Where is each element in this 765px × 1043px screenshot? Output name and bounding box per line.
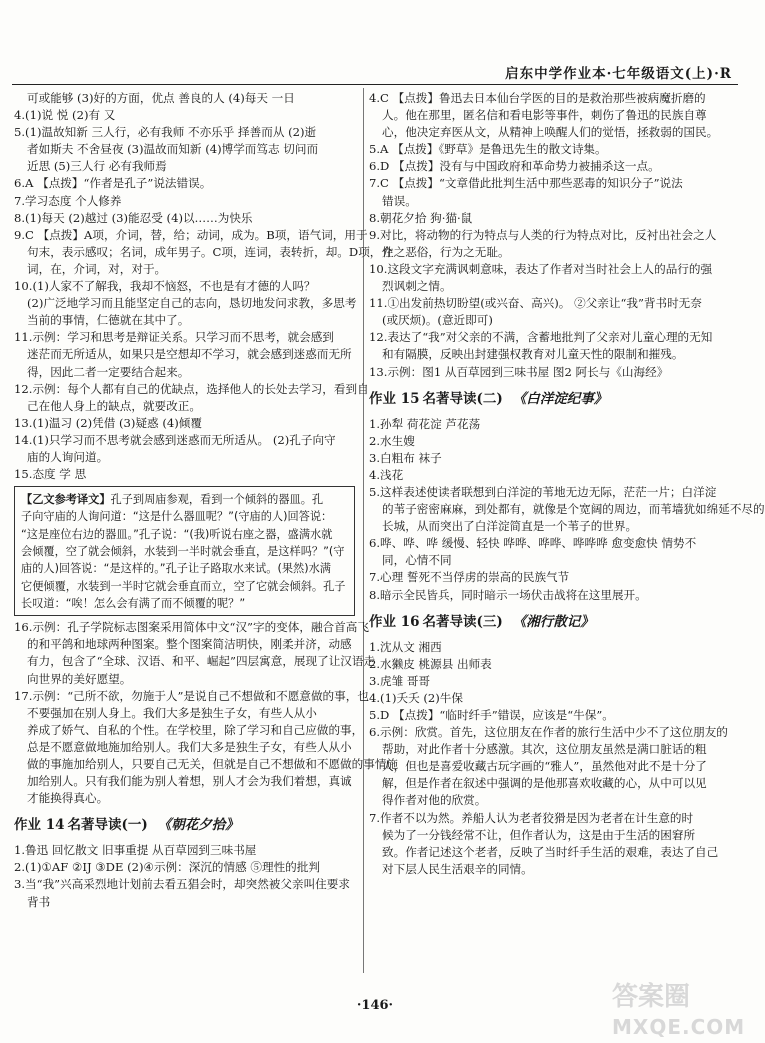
answer-line: 6.示例：欣赏。首先，这位朋友在作者的旅行生活中少不了这位朋友的 bbox=[369, 725, 728, 740]
answer-line: 2.水生嫂 bbox=[369, 433, 415, 448]
answer-line: 解，但是作者在叙述中强调的是他那喜欢收藏的心，从中可以见 bbox=[382, 776, 707, 791]
answer-line: 致。作者记述这个老者，反映了当时纤手生活的艰难，表达了自己 bbox=[382, 844, 719, 859]
section-label: 作业 15 bbox=[369, 390, 420, 407]
section-kind: 名著导读(二) bbox=[422, 390, 503, 407]
answer-line: 句末，表示感叹；名词，成年男子。C项，连词，表转折，却。D项，介 bbox=[27, 244, 393, 259]
answer-line: 养成了娇气、自私的个性。在学校里，除了学习和自己应做的事， bbox=[27, 722, 364, 737]
answer-line: 当前的事情，仁德就在其中了。 bbox=[27, 313, 190, 328]
section-heading-16 bbox=[369, 611, 719, 633]
watermark-text: 答案圈 bbox=[612, 982, 691, 1012]
answer-line: (或厌烦)。(意近即可) bbox=[382, 313, 493, 328]
answer-line: 7.学习态度 个人修养 bbox=[14, 193, 122, 208]
answer-line: 长城，从而突出了白洋淀简直是一个苇子的世界。 bbox=[382, 519, 638, 534]
answer-line: 烈讽刺之情。 bbox=[382, 279, 452, 294]
answer-line: 总是不愿意做地施加给别人。我们大多是独生子女，有些人从小 bbox=[27, 739, 352, 754]
answer-line: 迷茫而无所适从，如果只是空想却不学习，就会感到迷惑而无所 bbox=[27, 347, 352, 362]
answer-line: 近思 (5)三人行 必有我师焉 bbox=[27, 159, 167, 174]
page-number: ·146· bbox=[356, 998, 394, 1013]
answer-line: 9.C 【点拨】A项，介词，替，给；动词，成为。B项，语气词，用于 bbox=[14, 227, 368, 242]
answer-block bbox=[369, 639, 728, 878]
answer-line: 词，在，介词，对，对于。 bbox=[27, 261, 167, 276]
answer-line: 人，但也是喜爱收藏古玩字画的“雅人”，虽然他对此不是十分了 bbox=[382, 759, 707, 774]
answer-line: 对下层人民生活艰辛的同情。 bbox=[382, 861, 533, 876]
answer-line: 1.沈从文 湘西 bbox=[369, 639, 442, 654]
answer-line: 6.D 【点拨】没有与中国政府和革命势力被捕杀这一点。 bbox=[369, 159, 660, 174]
answer-line: 3.白粗布 袜子 bbox=[369, 450, 442, 465]
answer-line: 5.A 【点拨】《野草》是鲁迅先生的散文诗集。 bbox=[369, 142, 607, 157]
column-divider bbox=[363, 88, 364, 973]
answer-line: 得作者对他的欣赏。 bbox=[382, 793, 487, 808]
translation-box-title: 【乙文参考译文】 bbox=[21, 493, 111, 507]
answer-line: 2.(1)①AF ②IJ ③DE (2)④示例：深沉的情感 ⑤理性的批判 bbox=[14, 860, 320, 875]
translation-line: “这是座位右边的器皿。”孔子说：“(我)听说右座之器，盛满水就 bbox=[21, 527, 333, 541]
answer-line: 背书 bbox=[27, 894, 51, 909]
answer-line: 5.(1)温故知新 三人行，必有我师 不亦乐乎 择善而从 (2)逝 bbox=[14, 125, 317, 140]
answer-line: 16.示例：孔子学院标志图案采用简体中文“汉”字的变体，融合首高飞 bbox=[14, 620, 369, 635]
answer-line: 者如斯夫 不舍昼夜 (3)温故而知新 (4)博学而笃志 切问而 bbox=[27, 142, 319, 157]
section-heading-14 bbox=[14, 814, 355, 836]
answer-line: 得，因此二者一定要结合起来。 bbox=[27, 364, 190, 379]
answer-line: 加给别人。只有我们能为别人着想，别人才会为我们着想，真诚 bbox=[27, 774, 352, 789]
answer-line: 11.①出发前热切盼望(或兴奋、高兴)。 ②父亲让“我”背书时无奈 bbox=[369, 296, 702, 311]
answer-line: 和有隔膜，反映出封建强权教育对儿童天性的限制和摧残。 bbox=[382, 347, 684, 362]
answer-block bbox=[14, 842, 355, 910]
answer-line: 17.示例：“己所不欲，勿施于人”是说自己不想做和不愿意做的事，也 bbox=[14, 688, 369, 703]
answer-line: 4.C 【点拨】鲁迅去日本仙台学医的目的是救治那些被病魔折磨的 bbox=[369, 91, 706, 105]
answer-line: 庙的人询问道。 bbox=[27, 449, 109, 464]
section-heading-15 bbox=[369, 388, 719, 410]
answer-line: 性之恶俗，行为之无耻。 bbox=[382, 244, 510, 259]
answer-line: 人。他在那里，匿名信和看电影等事件，刺伤了鲁迅的民族自尊 bbox=[382, 108, 707, 123]
answer-block bbox=[14, 619, 399, 807]
answer-block bbox=[369, 416, 765, 604]
right-column bbox=[369, 90, 765, 878]
translation-text bbox=[21, 493, 348, 612]
answer-line: 有力，包含了“全球、汉语、和平、崛起”四层寓意，展现了让汉语走 bbox=[27, 654, 376, 669]
section-label: 作业 14 bbox=[14, 817, 65, 834]
answer-line: 错误。 bbox=[382, 193, 417, 208]
answer-line: 6.哗、哗、哗 缓慢、轻快 哗哗、哗哗、哗哗哗 愈变愈快 情势不 bbox=[369, 536, 697, 551]
answer-line: 13.(1)温习 (2)凭借 (3)疑惑 (4)倾覆 bbox=[14, 415, 202, 430]
answer-line: 7.作者不以为然。养船人认为老者狡猾是因为老者在计生意的时 bbox=[369, 810, 694, 825]
answer-block bbox=[369, 90, 719, 381]
header-rule bbox=[12, 84, 738, 85]
answer-line: 7.心理 誓死不当俘虏的崇高的民族气节 bbox=[369, 570, 570, 585]
translation-line: 子向守庙的人询问道：“这是什么器皿呢？”(守庙的人)回答说： bbox=[21, 510, 333, 524]
section-kind: 名著导读(一) bbox=[67, 817, 148, 834]
answer-line: 11.示例：学习和思考是辩证关系。只学习而不思考，就会感到 bbox=[14, 330, 334, 345]
answer-line: 12.示例：每个人都有自己的优缺点，选择他人的长处去学习，看到自 bbox=[14, 381, 369, 396]
answer-line: 2.水獭皮 桃源县 出师表 bbox=[369, 656, 492, 671]
answer-line: 心，他决定弃医从文，从精神上唤醒人们的觉悟，拯救弱的国民。 bbox=[382, 125, 719, 140]
answer-line: 的和平鸽和地球两种图案。整个图案简洁明快，刚柔并济，动感 bbox=[27, 637, 352, 652]
header-title: 启东中学作业本·七年级语文(上)·R bbox=[505, 66, 732, 82]
answer-line: 5.D 【点拨】“临时纤手”错误，应该是“牛保”。 bbox=[369, 708, 614, 722]
answer-line: 同，心情不同 bbox=[382, 553, 452, 568]
answer-line: 5.这样表述使读者联想到白洋淀的苇地无边无际，茫茫一片；白洋淀 bbox=[369, 484, 717, 499]
answer-line: 13.示例：图1 从百草园到三味书屋 图2 阿长与《山海经》 bbox=[369, 364, 669, 379]
answer-line: 4.浅花 bbox=[369, 467, 404, 482]
answer-line: 6.A 【点拨】“作者是孔子”说法错误。 bbox=[14, 176, 212, 191]
translation-line: 长叹道：“唉！怎么会有满了而不倾覆的呢？” bbox=[21, 596, 246, 610]
answer-line: 1.鲁迅 回忆散文 旧事重提 从百草园到三味书屋 bbox=[14, 843, 257, 858]
translation-line: 会倾覆，空了就会倾斜，水装到一半时就会垂直，是这样吗？”(守 bbox=[21, 545, 345, 559]
answer-line: 3.当“我”兴高采烈地计划前去看五猖会时，却突然被父亲叫住要求 bbox=[14, 877, 350, 892]
translation-line: 孔子到周庙参观，看到一个倾斜的器皿。孔 bbox=[110, 493, 324, 507]
watermark-url: MXQE.COM bbox=[612, 1015, 746, 1039]
answer-line: 8.朝花夕拾 狗·猫·鼠 bbox=[369, 210, 473, 225]
answer-line: 可或能够 (3)好的方面，优点 善良的人 (4)每天 一日 bbox=[27, 91, 295, 105]
answer-line: 1.孙犁 荷花淀 芦花荡 bbox=[369, 416, 481, 431]
watermark-logo bbox=[612, 982, 745, 1042]
answer-line: (2)广泛地学习而且能坚定自己的志向，恳切地发问求教，多思考 bbox=[27, 296, 357, 311]
answer-line: 8.暗示全民皆兵，同时暗示一场伏击战将在这里展开。 bbox=[369, 587, 647, 602]
answer-line: 帮助，对此作者十分感激。其次，这位朋友虽然是满口脏话的粗 bbox=[382, 742, 707, 757]
answer-line: 才能换得真心。 bbox=[27, 791, 109, 806]
answer-line: 7.C 【点拨】“文章借此批判生活中那些恶毒的知识分子”说法 bbox=[369, 176, 683, 191]
answer-line: 10.这段文字充满讽刺意味，表达了作者对当时社会上人的品行的强 bbox=[369, 261, 713, 276]
section-kind: 名著导读(三) bbox=[422, 613, 503, 630]
answer-line: 4.(1)说 悦 (2)有 又 bbox=[14, 108, 116, 123]
answer-line: 9.对比，将动物的行为特点与人类的行为特点对比，反衬出社会之人 bbox=[369, 227, 717, 242]
answer-line: 3.虎雏 哥哥 bbox=[369, 673, 431, 688]
answer-line: 14.(1)只学习而不思考就会感到迷惑而无所适从。 (2)孔子向守 bbox=[14, 432, 336, 447]
answer-line: 10.(1)人家不了解我，我却不恼怒，不也是有才德的人吗？ bbox=[14, 279, 316, 294]
answer-line: 做的事施加给别人，只要自己无关，但就是自己不想做和不愿做的事情施 bbox=[27, 756, 399, 771]
section-label: 作业 16 bbox=[369, 613, 420, 630]
answer-line: 不要强加在别人身上。我们大多是独生子女，有些人从小 bbox=[27, 705, 317, 720]
answer-line: 向世界的美好愿望。 bbox=[27, 671, 132, 686]
answer-line: 候为了一分钱经常不让，但作者认为，这是由于生活的困窘所 bbox=[382, 827, 696, 842]
translation-box bbox=[14, 486, 355, 616]
answer-line: 12.表达了“我”对父亲的不满，含蓄地批判了父亲对儿童心理的无知 bbox=[369, 330, 713, 345]
section-book: 《湘行散记》 bbox=[512, 613, 594, 630]
answer-line: 8.(1)每天 (2)越过 (3)能忍受 (4)以……为快乐 bbox=[14, 210, 253, 225]
translation-line: 它便倾覆，水装到一半时它就会垂直而立，空了它就会倾斜。孔子 bbox=[21, 579, 346, 593]
answer-line: 4.(1)夭夭 (2)牛保 bbox=[369, 690, 463, 705]
answer-line: 己在他人身上的缺点，就要改正。 bbox=[27, 398, 201, 413]
answer-line: 15.态度 学 思 bbox=[14, 467, 87, 482]
section-book: 《白洋淀纪事》 bbox=[512, 390, 608, 407]
section-book: 《朝花夕拾》 bbox=[157, 817, 239, 834]
answer-line: 的苇子密密麻麻，到处都有，就像是个宽阔的周边，而苇墙犹如绵延不尽的 bbox=[382, 502, 765, 517]
translation-line: 庙的人)回答说：“是这样的。”孔子让子路取水来试。(果然)水满 bbox=[21, 562, 331, 576]
